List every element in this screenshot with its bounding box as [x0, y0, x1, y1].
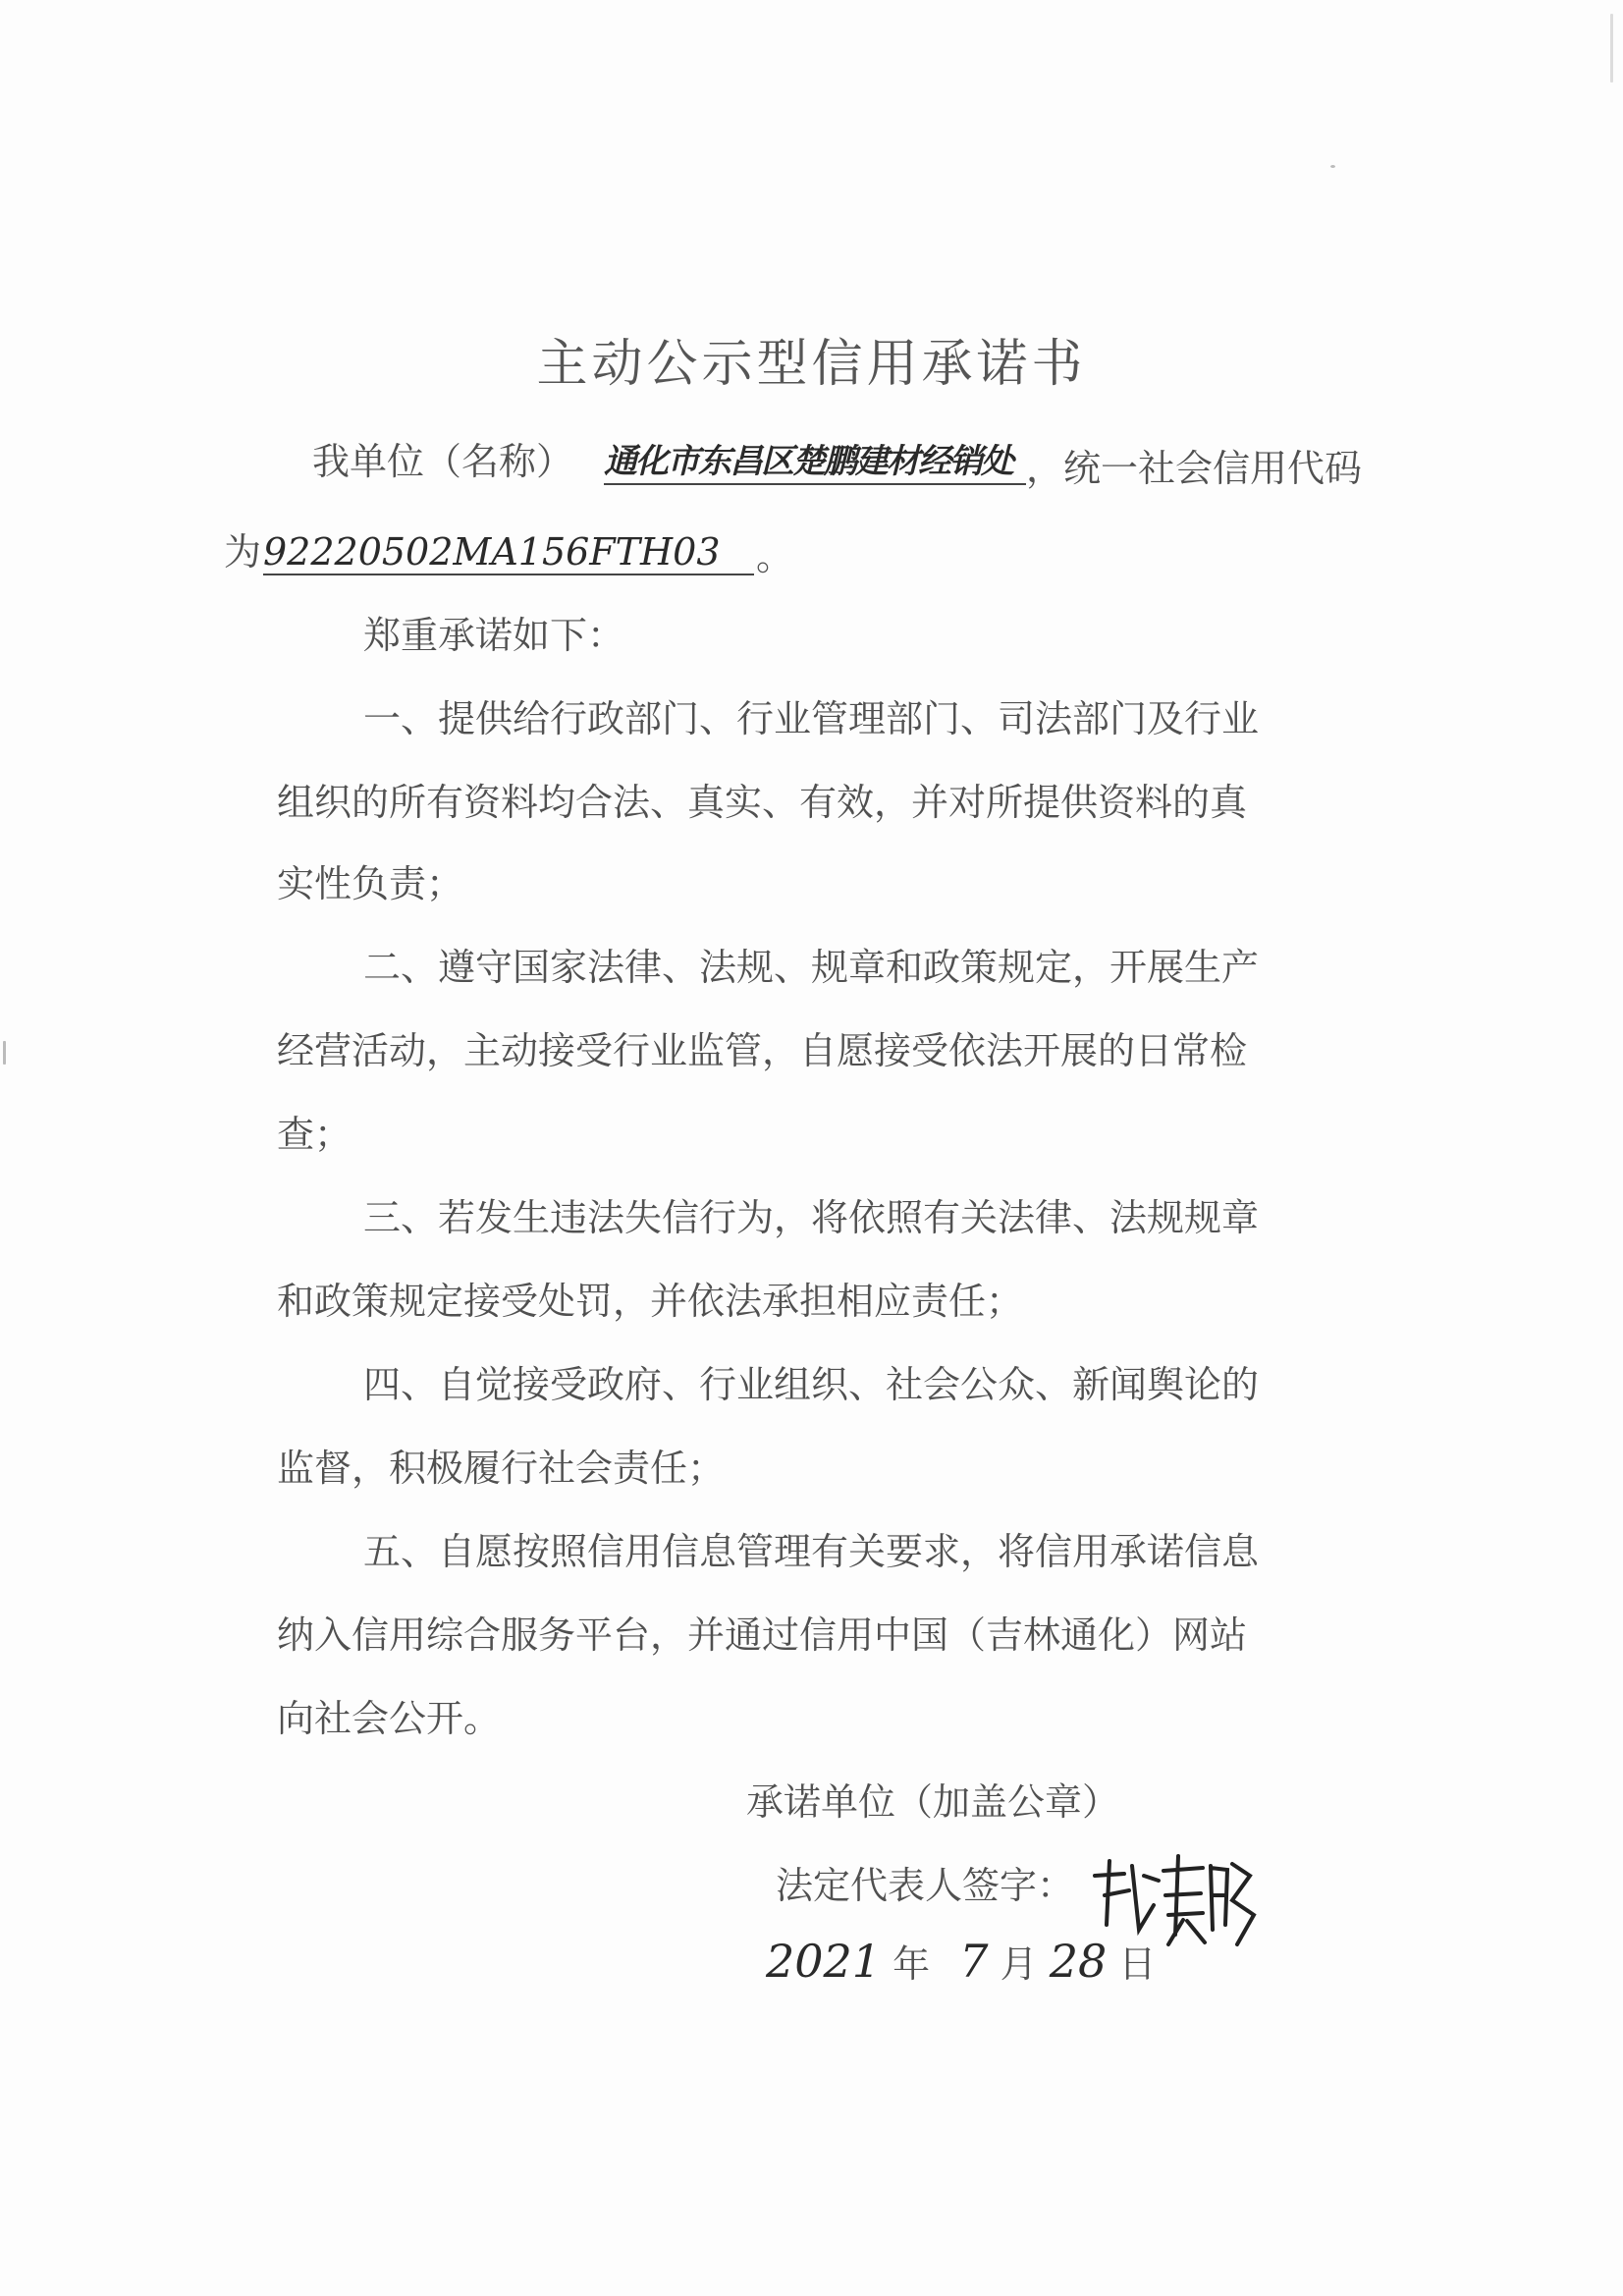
promise-header: 郑重承诺如下： [363, 614, 625, 657]
intro-suffix: ，统一社会信用代码 [1026, 447, 1363, 490]
legal-rep-label: 法定代表人签字： [776, 1864, 1075, 1907]
item-1-line-2: 组织的所有资料均合法、真实、有效，并对所提供资料的真 [277, 781, 1248, 824]
date-year-handwritten: 2021 [766, 1935, 882, 1988]
document-title: 主动公示型信用承诺书 [536, 335, 1087, 394]
signing-date [766, 1935, 1157, 1988]
scan-edge-mark [3, 1041, 6, 1065]
item-1-line-3: 实性负责； [277, 862, 464, 905]
item-5-line-3: 向社会公开。 [277, 1697, 502, 1740]
date-day-unit: 日 [1118, 1942, 1157, 1986]
item-5-line-1: 五、自愿按照信用信息管理有关要求，将信用承诺信息 [363, 1530, 1260, 1573]
credit-code-handwritten: 92220502MA156FTH03 [263, 530, 754, 575]
scan-edge-mark [1610, 14, 1613, 82]
item-2-line-3: 查； [277, 1113, 352, 1156]
intro-prefix: 我单位（名称） [312, 440, 574, 483]
item-2-line-2: 经营活动，主动接受行业监管，自愿接受依法开展的日常检 [277, 1029, 1248, 1072]
date-month-handwritten: 7 [959, 1935, 989, 1988]
code-prefix: 为 [224, 530, 262, 574]
handwritten-signature [1085, 1846, 1262, 1954]
item-3-line-2: 和政策规定接受处罚，并依法承担相应责任； [277, 1280, 1024, 1323]
item-2-line-1: 二、遵守国家法律、法规、规章和政策规定，开展生产 [363, 946, 1260, 989]
company-name-handwritten: 通化市东昌区楚鹏建材经销处 [604, 440, 1026, 485]
item-4-line-1: 四、自觉接受政府、行业组织、社会公众、新闻舆论的 [363, 1363, 1260, 1406]
code-suffix: 。 [756, 535, 794, 578]
date-month-unit: 月 [1000, 1942, 1038, 1986]
item-4-line-2: 监督，积极履行社会责任； [277, 1447, 726, 1490]
scan-speck [1330, 165, 1335, 168]
committing-unit-label: 承诺单位（加盖公章） [746, 1780, 1120, 1824]
item-1-line-1: 一、提供给行政部门、行业管理部门、司法部门及行业 [363, 697, 1260, 740]
item-5-line-2: 纳入信用综合服务平台，并通过信用中国（吉林通化）网站 [277, 1613, 1248, 1657]
item-3-line-1: 三、若发生违法失信行为，将依照有关法律、法规规章 [363, 1196, 1260, 1239]
date-year-unit: 年 [893, 1942, 931, 1986]
date-day-handwritten: 28 [1049, 1935, 1108, 1988]
